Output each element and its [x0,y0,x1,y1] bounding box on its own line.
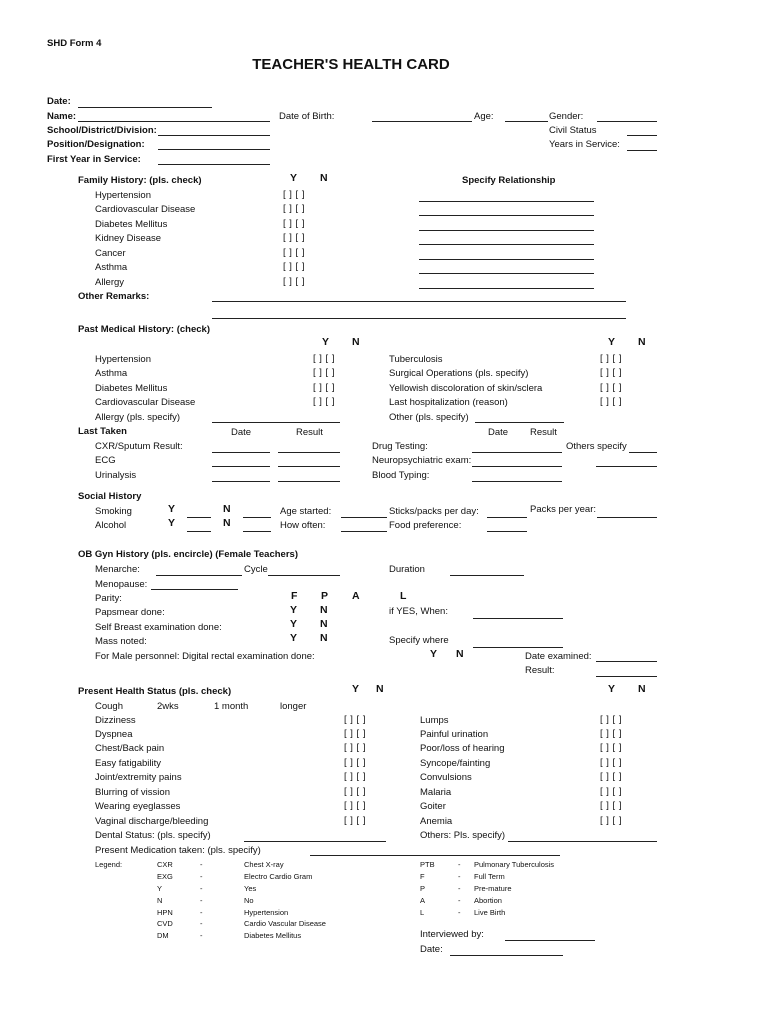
specify-where-field[interactable] [473,647,563,648]
alcohol-y[interactable]: Y [168,517,176,529]
present-item-dyspnea: Dyspnea [95,729,133,740]
family-checkbox-cancer[interactable]: [ ] [ ] [283,247,305,258]
breast-exam-y[interactable]: Y [290,618,298,630]
cycle-field[interactable] [268,575,340,576]
legend-dash: - [458,860,461,869]
relationship-field[interactable] [419,273,594,274]
legend-abbr: F [420,872,425,881]
past-item-tuberculosis: Tuberculosis [389,354,443,365]
mass-noted-label: Mass noted: [95,636,147,647]
papsmear-y[interactable]: Y [290,604,298,616]
male-exam-n[interactable]: N [456,648,464,660]
urinalysis-result-field[interactable] [278,481,340,482]
gender-label: Gender: [549,111,584,122]
ecg-label: ECG [95,455,116,466]
family-item-cardiovascular: Cardiovascular Disease [95,204,196,215]
legend-dash: - [200,931,203,940]
legend-dash: - [458,896,461,905]
past-item-diabetes: Diabetes Mellitus [95,383,168,394]
ecg-result-field[interactable] [278,466,340,467]
past-checkbox-yellowish[interactable]: [ ] [ ] [600,382,622,393]
past-checkbox-hypertension[interactable]: [ ] [ ] [313,353,335,364]
present-item-eyeglasses: Wearing eyeglasses [95,801,181,812]
present-item-anemia: Anemia [420,816,453,827]
present-item-joint-pains: Joint/extremity pains [95,772,182,783]
alcohol-n-field[interactable] [243,531,271,532]
legend-meaning: Electro Cardio Gram [244,872,313,881]
male-result-label: Result: [525,665,555,676]
family-checkbox-kidney[interactable]: [ ] [ ] [283,232,305,243]
dental-status-field[interactable] [244,841,386,842]
legend-abbr: CXR [157,860,173,869]
date-examined-field[interactable] [596,661,657,662]
others-specify-field-2[interactable] [596,466,657,467]
past-n-header-left: N [352,336,360,348]
medication-label: Present Medication taken: (pls. specify) [95,845,261,856]
menopause-field[interactable] [151,589,238,590]
cough-1month[interactable]: 1 month [214,701,249,712]
family-checkbox-allergy[interactable]: [ ] [ ] [283,276,305,287]
present-checkbox-syncope[interactable]: [ ] [ ] [600,757,622,768]
if-yes-label: if YES, When: [389,606,448,617]
family-item-hypertension: Hypertension [95,190,151,201]
past-item-hospitalization: Last hospitalization (reason) [389,397,508,408]
blood-typing-field[interactable] [472,481,562,482]
first-year-label: First Year in Service: [47,154,141,165]
present-item-fatigability: Easy fatigability [95,758,162,769]
drug-testing-field[interactable] [472,452,562,453]
position-label: Position/Designation: [47,139,145,150]
interviewed-by-label: Interviewed by: [420,929,484,940]
form-number: SHD Form 4 [47,38,102,49]
past-y-header-left: Y [322,336,330,348]
food-preference-label: Food preference: [389,520,462,531]
legend-meaning: Hypertension [244,908,289,917]
breast-exam-n[interactable]: N [320,618,328,630]
position-field[interactable] [158,149,270,150]
present-item-blurring: Blurring of vission [95,787,170,798]
present-checkbox-convulsions[interactable]: [ ] [ ] [600,771,622,782]
legend-abbr: A [420,896,426,905]
past-n-header-right: N [638,336,646,348]
present-item-vaginal: Vaginal discharge/bleeding [95,816,209,827]
smoking-n-field[interactable] [243,517,271,518]
menarche-label: Menarche: [95,564,140,575]
male-result-field[interactable] [596,676,657,677]
urinalysis-date-field[interactable] [212,481,270,482]
past-item-asthma: Asthma [95,368,128,379]
age-field[interactable] [505,121,548,122]
relationship-field[interactable] [419,288,594,289]
other-past-field[interactable] [475,422,564,423]
years-service-field[interactable] [627,150,657,151]
past-checkbox-tuberculosis[interactable]: [ ] [ ] [600,353,622,364]
legend-dash: - [200,908,203,917]
specify-where-label: Specify where [389,635,449,646]
smoking-n[interactable]: N [223,503,231,515]
legend-meaning: Full Term [474,872,505,881]
legend-meaning: Yes [244,884,257,893]
cough-label: Cough [95,701,123,712]
legend-meaning: Cardio Vascular Disease [244,919,326,928]
relationship-field[interactable] [419,259,594,260]
present-checkbox-fatigability[interactable]: [ ] [ ] [344,757,366,768]
past-y-header-right: Y [608,336,616,348]
duration-label: Duration [389,564,425,575]
menarche-field[interactable] [156,575,242,576]
legend-abbr: HPN [157,908,173,917]
present-y-header-left: Y [352,683,360,695]
present-n-header-right: N [638,683,646,695]
interviewed-by-field[interactable] [505,940,595,941]
past-checkbox-diabetes[interactable]: [ ] [ ] [313,382,335,393]
past-item-yellowish: Yellowish discoloration of skin/sclera [389,383,543,394]
age-label: Age: [474,111,494,122]
footer-date-label: Date: [420,944,443,955]
footer-date-field[interactable] [450,955,563,956]
cough-2wks[interactable]: 2wks [157,701,179,712]
present-health-title: Present Health Status (pls. check) [78,686,232,697]
past-item-surgical: Surgical Operations (pls. specify) [389,368,529,379]
present-checkbox-goiter[interactable]: [ ] [ ] [600,800,622,811]
family-checkbox-hypertension[interactable]: [ ] [ ] [283,189,305,200]
name-field[interactable] [78,121,270,122]
present-item-malaria: Malaria [420,787,452,798]
last-taken-date-header: Date [231,427,252,438]
past-checkbox-hospitalization[interactable]: [ ] [ ] [600,396,622,407]
legend-dash: - [200,919,203,928]
years-service-label: Years in Service: [549,139,620,150]
menopause-label: Menopause: [95,579,148,590]
ecg-date-field[interactable] [212,466,270,467]
alcohol-n[interactable]: N [223,517,231,529]
legend-dash: - [200,884,203,893]
family-checkbox-diabetes[interactable]: [ ] [ ] [283,218,305,229]
others-present-label: Others: Pls. specify) [420,830,505,841]
relationship-field[interactable] [419,201,594,202]
smoking-y-field[interactable] [187,517,211,518]
legend-abbr: L [420,908,425,917]
past-checkbox-asthma[interactable]: [ ] [ ] [313,367,335,378]
allergy-field[interactable] [212,422,340,423]
past-item-hypertension: Hypertension [95,354,151,365]
relationship-field[interactable] [419,244,594,245]
last-taken-date-header-right: Date [488,427,509,438]
present-item-hearing: Poor/loss of hearing [420,743,505,754]
present-item-syncope: Syncope/fainting [420,758,491,769]
cxr-result-field[interactable] [278,452,340,453]
legend-dash: - [458,884,461,893]
civil-status-field[interactable] [627,135,657,136]
legend-title: Legend: [95,860,123,869]
legend-meaning: Chest X-ray [244,860,284,869]
other-remarks-field[interactable] [212,301,626,302]
civil-status-label: Civil Status [549,125,597,136]
dob-label: Date of Birth: [279,111,335,122]
present-y-header-right: Y [608,683,616,695]
legend-abbr: Y [157,884,163,893]
present-n-header-left: N [376,683,384,695]
legend-abbr: CVD [157,919,173,928]
name-label: Name: [47,111,77,122]
parity-l[interactable]: L [400,590,407,602]
family-history-title: Family History: (pls. check) [78,175,202,186]
last-taken-result-header: Result [296,427,323,438]
present-item-goiter: Goiter [420,801,446,812]
alcohol-y-field[interactable] [187,531,211,532]
others-specify-label: Others specify [566,441,627,452]
first-year-field[interactable] [158,164,270,165]
blood-typing-label: Blood Typing: [372,470,430,481]
past-item-cardiovascular: Cardiovascular Disease [95,397,196,408]
breast-exam-label: Self Breast examination done: [95,622,222,633]
age-started-label: Age started: [280,506,332,517]
legend-abbr: EXG [157,872,173,881]
sticks-field[interactable] [487,517,527,518]
present-checkbox-malaria[interactable]: [ ] [ ] [600,786,622,797]
legend-dash: - [200,860,203,869]
others-specify-field[interactable] [629,452,657,453]
present-checkbox-urination[interactable]: [ ] [ ] [600,728,622,739]
present-checkbox-dizziness[interactable]: [ ] [ ] [344,714,366,725]
family-item-cancer: Cancer [95,248,126,259]
present-item-dizziness: Dizziness [95,715,136,726]
papsmear-n[interactable]: N [320,604,328,616]
past-item-other: Other (pls. specify) [389,412,469,423]
present-checkbox-vaginal[interactable]: [ ] [ ] [344,815,366,826]
present-checkbox-anemia[interactable]: [ ] [ ] [600,815,622,826]
cough-longer[interactable]: longer [280,701,307,712]
urinalysis-label: Urinalysis [95,470,137,481]
family-item-allergy: Allergy [95,277,125,288]
present-item-urination: Painful urination [420,729,489,740]
legend-meaning: No [244,896,254,905]
legend-meaning: Abortion [474,896,502,905]
legend-dash: - [458,908,461,917]
present-checkbox-hearing[interactable]: [ ] [ ] [600,742,622,753]
relationship-field[interactable] [419,215,594,216]
present-checkbox-joint-pains[interactable]: [ ] [ ] [344,771,366,782]
present-item-convulsions: Convulsions [420,772,472,783]
cxr-date-field[interactable] [212,452,270,453]
legend-meaning: Pre-mature [474,884,512,893]
gender-field[interactable] [597,121,657,122]
date-examined-label: Date examined: [525,651,592,662]
page-title: TEACHER'S HEALTH CARD [252,56,450,73]
family-checkbox-cardiovascular[interactable]: [ ] [ ] [283,203,305,214]
neuropsych-field[interactable] [472,466,562,467]
parity-a[interactable]: A [352,590,360,602]
parity-p[interactable]: P [321,590,329,602]
family-item-kidney: Kidney Disease [95,233,162,244]
family-n-header: N [320,172,328,184]
mass-noted-y[interactable]: Y [290,632,298,644]
alcohol-label: Alcohol [95,520,127,531]
last-taken-title: Last Taken [78,426,127,437]
present-item-chest-pain: Chest/Back pain [95,743,165,754]
present-item-lumps: Lumps [420,715,449,726]
male-exam-y[interactable]: Y [430,648,438,660]
family-checkbox-asthma[interactable]: [ ] [ ] [283,261,305,272]
smoking-label: Smoking [95,506,132,517]
legend-meaning: Live Birth [474,908,506,917]
cycle-label: Cycle [244,564,268,575]
drug-testing-label: Drug Testing: [372,441,428,452]
present-checkbox-lumps[interactable]: [ ] [ ] [600,714,622,725]
parity-label: Parity: [95,593,122,604]
legend-abbr: DM [157,931,169,940]
legend-abbr: N [157,896,163,905]
legend-dash: - [458,872,461,881]
last-taken-result-header-right: Result [530,427,557,438]
medication-field[interactable] [310,855,560,856]
specify-relationship-title: Specify Relationship [462,175,556,186]
dental-status-label: Dental Status: (pls. specify) [95,830,211,841]
mass-noted-n[interactable]: N [320,632,328,644]
past-checkbox-surgical[interactable]: [ ] [ ] [600,367,622,378]
duration-field[interactable] [450,575,524,576]
date-field[interactable] [78,107,212,108]
date-label: Date: [47,96,71,107]
sticks-label: Sticks/packs per day: [389,506,479,517]
neuropsych-label: Neuropsychiatric exam: [372,455,472,466]
legend-dash: - [200,896,203,905]
food-preference-field[interactable] [487,531,527,532]
family-y-header: Y [290,172,298,184]
past-checkbox-cardiovascular[interactable]: [ ] [ ] [313,396,335,407]
legend-dash: - [200,872,203,881]
school-field[interactable] [158,135,270,136]
packs-per-year-field[interactable] [597,517,657,518]
social-history-title: Social History [78,491,142,502]
male-exam-label: For Male personnel: Digital rectal examination done: [95,651,315,662]
how-often-field[interactable] [341,531,387,532]
legend-abbr: PTB [420,860,435,869]
age-started-field[interactable] [341,517,387,518]
cxr-label: CXR/Sputum Result: [95,441,183,452]
other-remarks-label: Other Remarks: [78,291,150,302]
papsmear-label: Papsmear done: [95,607,165,618]
legend-meaning: Diabetes Mellitus [244,931,302,940]
packs-per-year-label: Packs per year: [530,504,596,515]
legend-abbr: P [420,884,426,893]
present-checkbox-chest-pain[interactable]: [ ] [ ] [344,742,366,753]
present-checkbox-eyeglasses[interactable]: [ ] [ ] [344,800,366,811]
smoking-y[interactable]: Y [168,503,176,515]
past-item-allergy: Allergy (pls. specify) [95,412,180,423]
relationship-field[interactable] [419,230,594,231]
dob-field[interactable] [372,121,472,122]
family-item-asthma: Asthma [95,262,128,273]
parity-f[interactable]: F [291,590,298,602]
present-checkbox-dyspnea[interactable]: [ ] [ ] [344,728,366,739]
legend-meaning: Pulmonary Tuberculosis [474,860,555,869]
how-often-label: How often: [280,520,326,531]
family-item-diabetes: Diabetes Mellitus [95,219,168,230]
past-medical-title: Past Medical History: (check) [78,324,210,335]
school-label: School/District/Division: [47,125,157,136]
others-present-field[interactable] [508,841,657,842]
present-checkbox-blurring[interactable]: [ ] [ ] [344,786,366,797]
if-yes-field[interactable] [473,618,563,619]
ob-gyn-title: OB Gyn History (pls. encircle) (Female Teachers) [78,549,298,560]
other-remarks-field[interactable] [212,318,626,319]
